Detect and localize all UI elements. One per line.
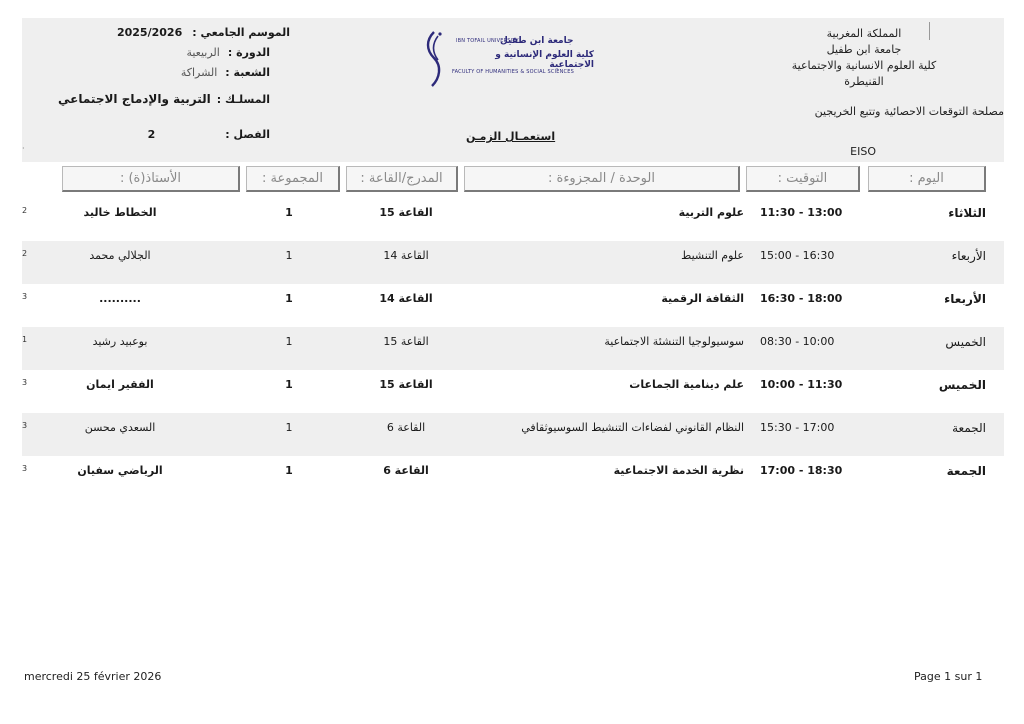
group-cell: 1 bbox=[285, 335, 293, 348]
cycle-field bbox=[186, 46, 270, 59]
day-cell: الخميس bbox=[938, 378, 986, 392]
table-row-band bbox=[22, 241, 1004, 284]
edge-cell: 3 bbox=[22, 378, 28, 387]
module-cell: علوم التربية bbox=[678, 206, 744, 219]
table-row-band bbox=[22, 413, 1004, 456]
time-cell: 15:00 - 16:30 bbox=[760, 249, 835, 262]
group-cell: 1 bbox=[285, 464, 293, 477]
group-cell: 1 bbox=[285, 421, 293, 434]
institution-line: المملكة المغربية bbox=[826, 27, 902, 40]
room-cell: القاعة 6 bbox=[386, 421, 426, 434]
group-cell: 1 bbox=[285, 249, 293, 262]
edge-cell: 2 bbox=[22, 206, 28, 215]
day-cell: الثلاثاء bbox=[948, 206, 986, 220]
room-cell: القاعة 15 bbox=[379, 206, 433, 219]
margin-mark: · bbox=[22, 144, 25, 153]
cycle-label: الدورة : bbox=[227, 46, 270, 59]
logo-emblem-icon bbox=[420, 28, 450, 90]
teacher-cell: السعدي محسن bbox=[84, 421, 156, 434]
logo-arabic-line: كلية العلوم الإنسانية و الاجتماعية bbox=[495, 50, 594, 70]
track-field bbox=[58, 92, 270, 106]
group-cell: 1 bbox=[285, 378, 293, 391]
service-name: مصلحة التوقعات الاحصائية وتتبع الخريجين bbox=[814, 105, 1004, 118]
room-cell: القاعة 15 bbox=[379, 378, 433, 391]
room-cell: القاعة 14 bbox=[379, 292, 433, 305]
column-header-teacher: الأستاذ(ة) : bbox=[62, 166, 240, 192]
logo-english-line: IBN TOFAIL UNIVERSITY bbox=[456, 38, 519, 44]
logo-arabic-line: جامعة ابن طفيل bbox=[500, 36, 574, 46]
group-cell: 1 bbox=[285, 206, 293, 219]
semester-label: الفصل : bbox=[225, 128, 270, 141]
season-value: 2025/2026 bbox=[116, 26, 183, 39]
teacher-cell: الرياضي سفيان bbox=[77, 464, 163, 477]
column-header-group: المجموعة : bbox=[246, 166, 340, 192]
edge-cell: 1 bbox=[22, 335, 28, 344]
group-cell: 1 bbox=[285, 292, 293, 305]
branch-label: الشعبة : bbox=[225, 66, 270, 79]
season-field bbox=[117, 26, 290, 39]
room-cell: القاعة 15 bbox=[383, 335, 429, 348]
column-header-day: اليوم : bbox=[868, 166, 986, 192]
track-value: التربية والإدماج الاجتماعي bbox=[58, 92, 211, 106]
teacher-cell: .......... bbox=[99, 292, 141, 305]
institution-block bbox=[724, 26, 1004, 158]
time-cell: 16:30 - 18:00 bbox=[760, 292, 843, 305]
time-cell: 17:00 - 18:30 bbox=[760, 464, 843, 477]
table-row-band bbox=[22, 327, 1004, 370]
edge-cell: 2 bbox=[22, 249, 28, 258]
semester-value: 2 bbox=[147, 128, 156, 141]
teacher-cell: الفقير ايمان bbox=[86, 378, 154, 391]
institution-line: كلية العلوم الانسانية والاجتماعية bbox=[791, 59, 937, 72]
column-header-room: المدرج/القاعة : bbox=[346, 166, 458, 192]
print-date: mercredi 25 février 2026 bbox=[24, 670, 162, 683]
module-cell: سوسيولوجيا التنشئة الاجتماعية bbox=[604, 335, 744, 348]
season-label: الموسم الجامعي : bbox=[192, 26, 290, 39]
module-cell: نظرية الخدمة الاجتماعية bbox=[613, 464, 744, 477]
edge-cell: 3 bbox=[22, 421, 28, 430]
institution-line: القنيطرة bbox=[844, 75, 884, 88]
edge-cell: 3 bbox=[22, 464, 28, 473]
page-number: Page 1 sur 1 bbox=[914, 670, 983, 683]
day-cell: الأربعاء bbox=[951, 249, 986, 263]
day-cell: الأربعاء bbox=[944, 292, 986, 306]
logo-english-line: FACULTY OF HUMANITIES & SOCIAL SCIENCES bbox=[452, 69, 574, 75]
time-cell: 11:30 - 13:00 bbox=[760, 206, 843, 219]
module-cell: الثقافة الرقمية bbox=[661, 292, 744, 305]
edge-cell: 3 bbox=[22, 292, 28, 301]
module-cell: النظام القانوني لفضاءات التنشيط السوسيوثقافي bbox=[521, 421, 744, 434]
university-logo bbox=[420, 28, 592, 90]
module-cell: علوم التنشيط bbox=[681, 249, 744, 262]
semester-field bbox=[148, 128, 270, 141]
room-cell: القاعة 14 bbox=[383, 249, 429, 262]
time-cell: 15:30 - 17:00 bbox=[760, 421, 835, 434]
column-header-time: التوقيت : bbox=[746, 166, 860, 192]
institution-line: جامعة ابن طفيل bbox=[826, 43, 902, 56]
teacher-cell: الجلالي محمد bbox=[89, 249, 151, 262]
program-info bbox=[30, 26, 290, 146]
day-cell: الجمعة bbox=[952, 421, 986, 435]
branch-value: الشراكة bbox=[180, 66, 218, 79]
branch-field bbox=[181, 66, 270, 79]
column-header-module: الوحدة / المجزوءة : bbox=[464, 166, 740, 192]
cycle-value: الربيعية bbox=[186, 46, 220, 59]
track-label: المسلـك : bbox=[216, 93, 270, 106]
teacher-cell: بوعبيد رشيد bbox=[92, 335, 148, 348]
day-cell: الخميس bbox=[945, 335, 986, 349]
module-cell: علم دينامية الجماعات bbox=[629, 378, 744, 391]
day-cell: الجمعة bbox=[946, 464, 986, 478]
room-cell: القاعة 6 bbox=[383, 464, 429, 477]
page-title: استعمـال الزمـن bbox=[466, 130, 556, 143]
time-cell: 08:30 - 10:00 bbox=[760, 335, 835, 348]
time-cell: 10:00 - 11:30 bbox=[760, 378, 843, 391]
teacher-cell: الخطاط خاليد bbox=[83, 206, 157, 219]
service-code: EISO bbox=[850, 145, 876, 158]
